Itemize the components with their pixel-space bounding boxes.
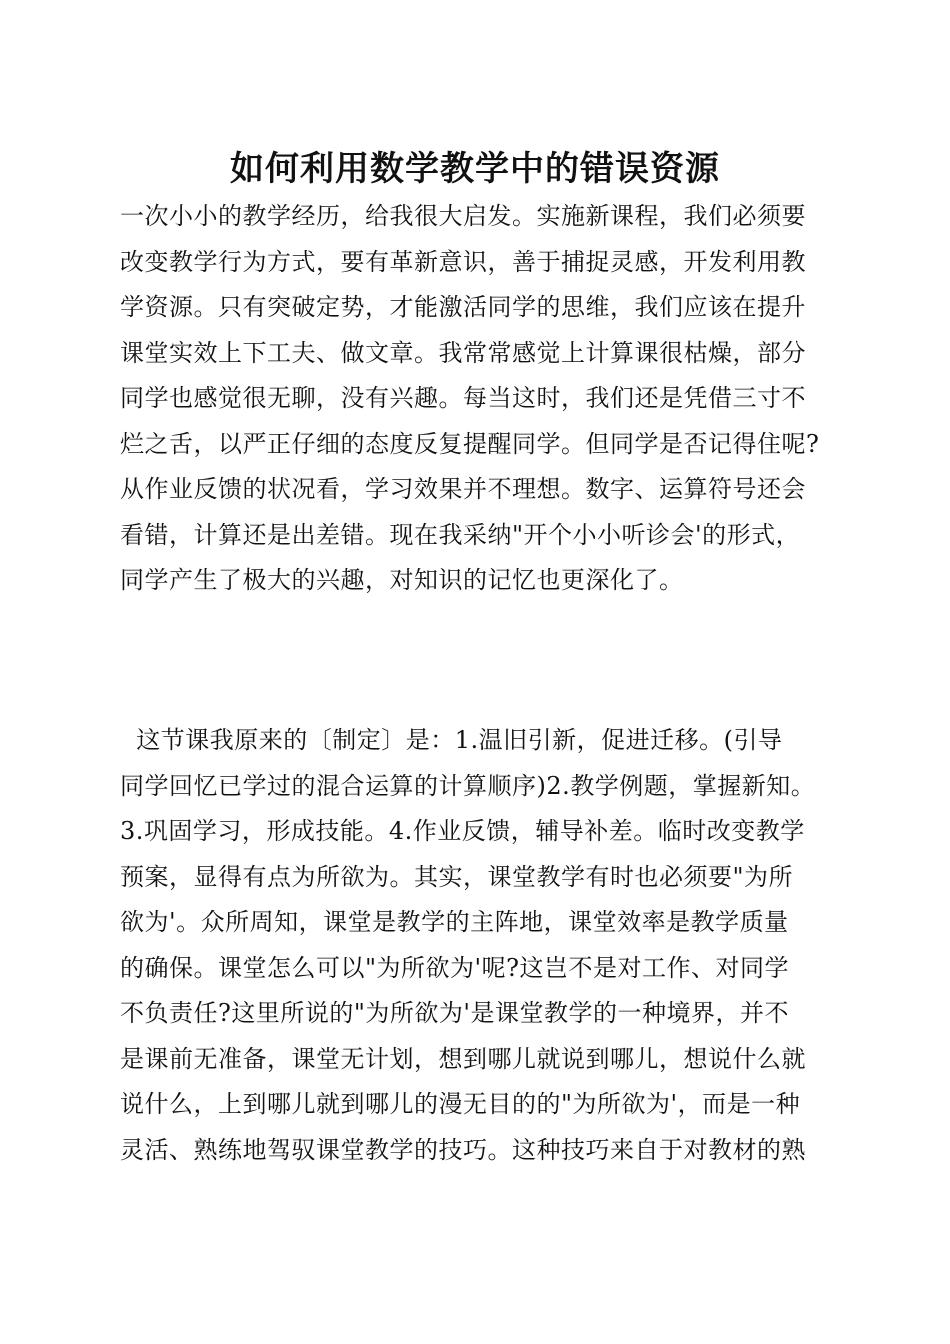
paragraph-line: 改变教学行为方式，要有革新意识，善于捕捉灵感，开发利用教: [120, 247, 806, 276]
paragraph-line: 学资源。只有突破定势，才能激活同学的思维，我们应该在提升: [120, 293, 806, 321]
paragraph-line: 看错，计算还是出差错。现在我采纳"开个小小听诊会'的形式，: [120, 520, 801, 549]
paragraph-line: 从作业反馈的状况看，学习效果并不理想。数字、运算符号还会: [120, 475, 806, 503]
paragraph-line: 3.巩固学习，形成技能。4.作业反馈，辅导补差。临时改变教学: [120, 817, 805, 845]
paragraph-line: 说什么，上到哪儿就到哪儿的漫无目的的"为所欲为'，而是一种: [120, 1090, 801, 1118]
paragraph-line: 的确保。课堂怎么可以"为所欲为'呢?这岂不是对工作、对同学: [120, 953, 790, 982]
paragraph-line: 不负责任?这里所说的"为所欲为'是课堂教学的一种境界，并不: [120, 999, 790, 1027]
paragraph-line: 是课前无准备，课堂无计划，想到哪儿就说到哪儿，想说什么就: [120, 1044, 806, 1073]
paragraph-line: 灵活、熟练地驾驭课堂教学的技巧。这种技巧来自于对教材的熟: [120, 1135, 806, 1164]
document-title: 如何利用数学教学中的错误资源: [230, 149, 720, 189]
paragraph-line: 这节课我原来的〔制定〕是：1.温旧引新，促进迁移。(引导: [120, 726, 783, 754]
paragraph-2: [120, 718, 832, 1173]
paragraph-line: 欲为'。众所周知，课堂是教学的主阵地，课堂效率是教学质量: [120, 908, 789, 936]
paragraph-line: 同学产生了极大的兴趣，对知识的记忆也更深化了。: [120, 566, 684, 594]
paragraph-line: 一次小小的教学经历，给我很大启发。实施新课程，我们必须要: [120, 202, 806, 230]
paragraph-1: [120, 194, 832, 604]
paragraph-line: 同学回忆已学过的混合运算的计算顺序)2.教学例题，掌握新知。: [120, 771, 816, 800]
paragraph-line: 课堂实效上下工夫、做文章。我常常感觉上计算课很枯燥，部分: [120, 338, 806, 367]
paragraph-line: 烂之舌，以严正仔细的态度反复提醒同学。但同学是否记得住呢?: [120, 429, 820, 458]
paragraph-line: 同学也感觉很无聊，没有兴趣。每当这时，我们还是凭借三寸不: [120, 384, 806, 412]
paragraph-line: 预案，显得有点为所欲为。其实，课堂教学有时也必须要"为所: [120, 862, 794, 891]
